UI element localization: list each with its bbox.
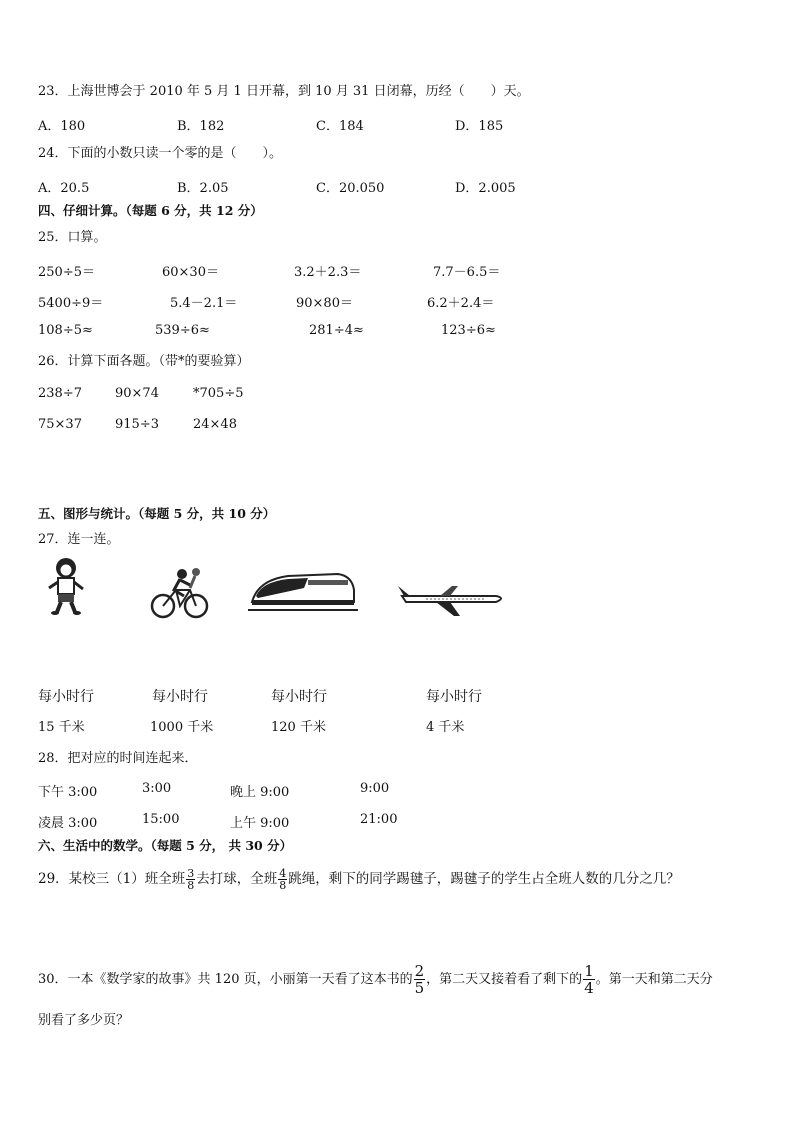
q25-item: 5400÷9＝ [38, 296, 104, 311]
speed-value: 4 千米 [426, 720, 465, 735]
walking-child-icon [44, 556, 88, 616]
q26-item: 238÷7 [38, 386, 82, 401]
q28-time: 3:00 [142, 781, 172, 796]
fraction-denominator: 8 [279, 879, 287, 892]
speed-label: 每小时行 [38, 689, 94, 705]
q26-item: 915÷3 [115, 417, 159, 432]
q30-fraction-2 [583, 963, 595, 996]
q30-part2: ，第二天又接着看了剩下的 [426, 972, 583, 987]
q24-option-c: C．20.050 [316, 181, 385, 196]
question-26-text: 26．计算下面各题。（带*的要验算） [38, 354, 250, 369]
cyclist-icon [150, 566, 210, 620]
q25-item: 6.2＋2.4＝ [427, 296, 495, 311]
section-5-heading: 五、图形与统计。（每题 5 分，共 10 分） [38, 506, 276, 521]
q28-time: 下午 3:00 [38, 785, 98, 800]
fraction-numerator: 4 [279, 867, 287, 880]
q25-item: 281÷4≈ [309, 323, 364, 338]
question-27-text: 27．连一连。 [38, 532, 120, 547]
speed-label: 每小时行 [426, 689, 482, 705]
q24-option-d: D．2.005 [455, 181, 516, 196]
speed-value: 15 千米 [38, 720, 85, 735]
q28-time: 上午 9:00 [230, 816, 290, 831]
q29-part3: 跳绳，剩下的同学踢毽子，踢毽子的学生占全班人数的几分之几？ [288, 871, 680, 887]
q28-time: 凌晨 3:00 [38, 816, 98, 831]
q23-option-c: C．184 [316, 119, 364, 134]
speed-value: 120 千米 [271, 720, 326, 735]
airplane-icon [396, 578, 508, 618]
speed-value: 1000 千米 [150, 720, 214, 735]
q25-item: 3.2＋2.3＝ [294, 265, 362, 280]
q25-item: 7.7－6.5＝ [433, 265, 501, 280]
q29-part2: 去打球，全班 [196, 871, 278, 887]
q28-time: 晚上 9:00 [230, 785, 290, 800]
q25-item: 539÷6≈ [155, 323, 210, 338]
q25-item: 90×80＝ [296, 296, 353, 311]
section-6-heading: 六、生活中的数学。（每题 5 分， 共 30 分） [38, 838, 293, 853]
q24-option-a: A．20.5 [38, 181, 90, 196]
q23-option-b: B．182 [177, 119, 225, 134]
q25-item: 108÷5≈ [38, 323, 93, 338]
section-4-heading: 四、仔细计算。（每题 6 分，共 12 分） [38, 203, 263, 218]
q26-item: *705÷5 [193, 386, 244, 401]
q26-item: 24×48 [193, 417, 237, 432]
fraction-numerator: 3 [187, 867, 195, 880]
question-23-text: 23．上海世博会于 2010 年 5 月 1 日开幕，到 10 月 31 日闭幕，历经（ ）天。 [38, 84, 530, 99]
speed-label: 每小时行 [271, 689, 327, 705]
q23-option-d: D．185 [455, 119, 504, 134]
question-30-text-line2: 别看了多少页？ [38, 1013, 130, 1028]
q23-option-a: A．180 [38, 119, 86, 134]
q28-time: 9:00 [360, 781, 390, 796]
question-28-text: 28．把对应的时间连起来． [38, 751, 198, 766]
q28-time: 15:00 [142, 812, 180, 827]
q26-item: 90×74 [115, 386, 159, 401]
q25-item: 5.4－2.1＝ [170, 296, 238, 311]
q24-option-b: B．2.05 [177, 181, 229, 196]
question-30-text [38, 962, 713, 998]
speed-label: 每小时行 [152, 689, 208, 705]
q28-time: 21:00 [360, 812, 398, 827]
question-29-text [38, 864, 680, 894]
q25-item: 60×30＝ [162, 265, 219, 280]
q26-item: 75×37 [38, 417, 82, 432]
fraction-denominator: 8 [187, 879, 195, 892]
q29-fraction-1 [186, 868, 195, 891]
question-25-text: 25．口算。 [38, 230, 107, 245]
fraction-denominator: 4 [584, 979, 594, 997]
question-24-text: 24．下面的小数只读一个零的是（ ）。 [38, 146, 283, 161]
q25-item: 250÷5＝ [38, 265, 95, 280]
q30-fraction-1 [414, 963, 426, 996]
q29-part1: 29．某校三（1）班全班 [38, 871, 186, 887]
fraction-denominator: 5 [414, 979, 425, 997]
fraction-numerator: 2 [414, 962, 425, 980]
q25-item: 123÷6≈ [441, 323, 496, 338]
fraction-numerator: 1 [584, 962, 594, 980]
high-speed-train-icon [248, 568, 358, 614]
q30-part3: 。第一天和第二天分 [595, 972, 713, 987]
q29-fraction-2 [278, 868, 287, 891]
q30-part1: 30．一本《数学家的故事》共 120 页，小丽第一天看了这本书的 [38, 972, 413, 987]
